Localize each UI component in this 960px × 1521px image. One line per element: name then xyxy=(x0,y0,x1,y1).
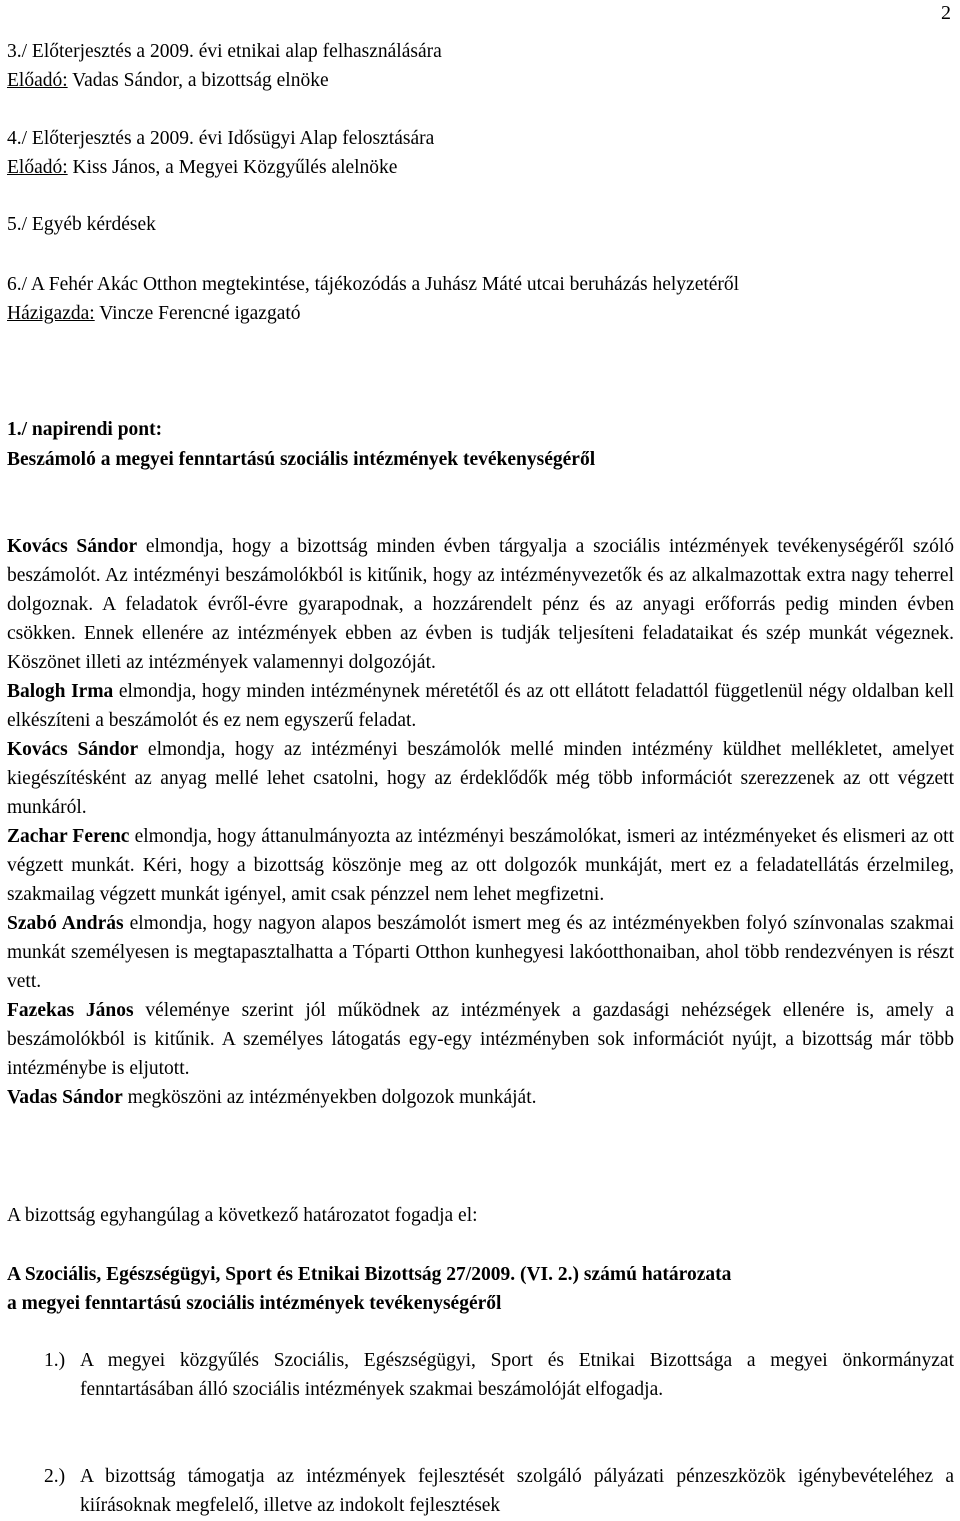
resolution-item-number: 2.) xyxy=(44,1466,66,1487)
discussion-paragraph xyxy=(7,909,954,996)
resolution-item xyxy=(44,1462,954,1520)
speaker-text: elmondja, hogy minden intézménynek méretétől és az ott ellátott feladattól függetlenül négy oldalban kell elkészíteni a beszámolót és ez nem egyszerű feladat. xyxy=(7,681,954,731)
presenter-name: Vadas Sándor, a bizottság elnöke xyxy=(67,70,329,91)
decision-intro: A bizottság egyhangúlag a következő határozatot fogadja el: xyxy=(7,1205,478,1226)
speaker-name: Kovács Sándor xyxy=(7,739,139,760)
speaker-name: Zachar Ferenc xyxy=(7,826,130,847)
discussion-block xyxy=(7,532,954,1112)
speaker-name: Szabó András xyxy=(7,913,124,934)
agenda-item-3-presenter xyxy=(7,66,329,95)
speaker-text: elmondja, hogy az intézményi beszámolók mellé minden intézmény küldhet mellékletet, amelyet kiegészítésként az anyag mellé lehet csatolni, hogy az érdeklődők még több információt szerezzenek az ott végzett munkáról. xyxy=(7,739,954,818)
host-label: Házigazda: xyxy=(7,303,95,324)
resolution-item-text: A bizottság támogatja az intézmények fejlesztését szolgáló pályázati pénzeszközök igénybevételéhez a kiírásoknak megfelelő, illetve az indokolt fejlesztések xyxy=(80,1466,954,1516)
agenda-item-4-presenter xyxy=(7,153,397,182)
resolution-title: A Szociális, Egészségügyi, Sport és Etnikai Bizottság 27/2009. (VI. 2.) számú határozata xyxy=(7,1264,732,1285)
resolution-item xyxy=(44,1346,954,1404)
speaker-text: véleménye szerint jól működnek az intézmények a gazdasági nehézségek ellenére is, amely a beszámolókból is kitűnik. A személyes látogatás egy-egy intézményben sok információt nyújt, a bizottság már több intézménybe is eljutott. xyxy=(7,1000,954,1079)
discussion-paragraph xyxy=(7,1083,954,1112)
discussion-paragraph xyxy=(7,532,954,677)
agenda-item-4-title: 4./ Előterjesztés a 2009. évi Idősügyi Alap felosztására xyxy=(7,128,435,149)
discussion-paragraph xyxy=(7,822,954,909)
speaker-text: elmondja, hogy nagyon alapos beszámolót ismert meg és az intézményekben folyó színvonalas szakmai munkát személyesen is megtapasztalhatta a Tóparti Otthon kunhegyesi lakóotthonaiban, ahol több rendezvényen is részt vett. xyxy=(7,913,954,992)
discussion-paragraph xyxy=(7,677,954,735)
resolution-item-number: 1.) xyxy=(44,1350,66,1371)
speaker-name: Balogh Irma xyxy=(7,681,114,702)
resolution-subject: a megyei fenntartású szociális intézmények tevékenységéről xyxy=(7,1293,502,1314)
speaker-name: Vadas Sándor xyxy=(7,1087,123,1108)
speaker-name: Fazekas János xyxy=(7,1000,134,1021)
agenda-item-5-title: 5./ Egyéb kérdések xyxy=(7,214,156,235)
host-name: Vincze Ferencné igazgató xyxy=(94,303,301,324)
agenda-item-3-title: 3./ Előterjesztés a 2009. évi etnikai alap felhasználására xyxy=(7,41,442,62)
agenda-item-6-host xyxy=(7,299,301,328)
item-title: Beszámoló a megyei fenntartású szociális intézmények tevékenységéről xyxy=(7,449,596,470)
discussion-paragraph xyxy=(7,735,954,822)
discussion-paragraph xyxy=(7,996,954,1083)
item-heading: 1./ napirendi pont: xyxy=(7,419,163,440)
document-page xyxy=(7,0,954,1521)
resolution-item-text: A megyei közgyűlés Szociális, Egészségügyi, Sport és Etnikai Bizottsága a megyei önkormányzat fenntartásában álló szociális intézmények szakmai beszámolóját elfogadja. xyxy=(80,1350,954,1400)
presenter-label: Előadó: xyxy=(7,157,68,178)
page-number: 2 xyxy=(941,2,951,24)
presenter-label: Előadó: xyxy=(7,70,68,91)
speaker-text: elmondja, hogy a bizottság minden évben tárgyalja a szociális intézmények tevékenységéről szóló beszámolót. Az intézményi beszámolókból is kitűnik, hogy az intézményvezetők és az alkalmazottak extra nagy teherrel dolgoznak. A feladatok évről-évre gyarapodnak, a hozzárendelt pénz és az anyagi erőforrás pedig minden évben csökken. Ennek ellenére az intézmények ebben az évben is tudják teljesíteni feladataikat és szép munkát végeznek. Köszönet illeti az intézmények valamennyi dolgozóját. xyxy=(7,536,954,673)
speaker-text: elmondja, hogy áttanulmányozta az intézményi beszámolókat, ismeri az intézményeket és elismeri az ott végzett munkát. Kéri, hogy a bizottság köszönje meg az ott dolgozók munkáját, mert ez a feladatellátás érzelmileg, szakmailag végzett munkát igényel, amit csak pénzzel nem lehet megfizetni. xyxy=(7,826,954,905)
speaker-text: megköszöni az intézményekben dolgozok munkáját. xyxy=(122,1087,537,1108)
agenda-item-6-title: 6./ A Fehér Akác Otthon megtekintése, tájékozódás a Juhász Máté utcai beruházás helyzetéről xyxy=(7,274,740,295)
speaker-name: Kovács Sándor xyxy=(7,536,138,557)
presenter-name: Kiss János, a Megyei Közgyűlés alelnöke xyxy=(67,157,398,178)
